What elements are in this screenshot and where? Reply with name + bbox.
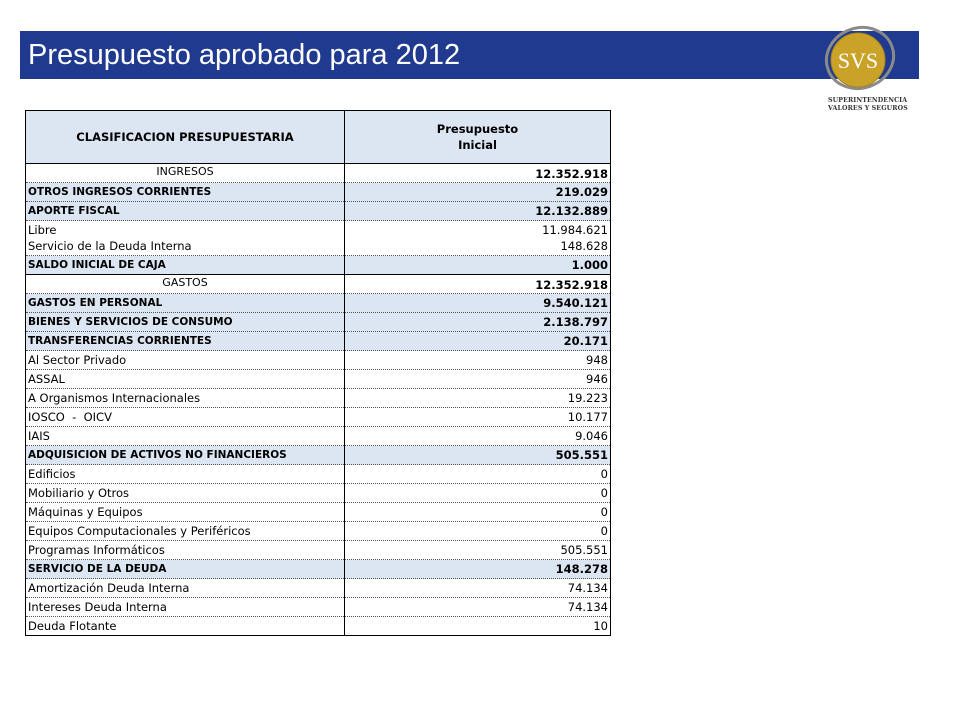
table-row-iais	[26, 427, 611, 446]
table-row-maquinas	[26, 503, 611, 522]
title-bar	[20, 31, 919, 79]
table-row-saldo-inicial	[26, 256, 611, 275]
row-label: Mobiliario y Otros	[26, 484, 345, 503]
row-label: Programas Informáticos	[26, 541, 345, 560]
row-value: 19.223	[345, 389, 611, 408]
table-row-assal	[26, 370, 611, 389]
row-label: Equipos Computacionales y Periféricos	[26, 522, 345, 541]
row-label: IOSCO - OICV	[26, 408, 345, 427]
table-header-row	[26, 111, 611, 164]
column-header-budget-line1: Presupuesto	[436, 122, 519, 136]
column-header-budget-line2: Inicial	[458, 138, 497, 152]
table-row-gastos	[26, 275, 611, 294]
table-row-deuda-flotante	[26, 617, 611, 636]
row-label: ASSAL	[26, 370, 345, 389]
row-label: Al Sector Privado	[26, 351, 345, 370]
row-value: 0	[345, 465, 611, 484]
row-value: 74.134	[345, 598, 611, 617]
row-value: 948	[345, 351, 611, 370]
row-label: A Organismos Internacionales	[26, 389, 345, 408]
logo-caption-line1: SUPERINTENDENCIA	[828, 97, 908, 104]
row-label: GASTOS	[26, 275, 345, 294]
row-value: 946	[345, 370, 611, 389]
row-label-stack	[26, 221, 345, 256]
column-header-budget	[345, 111, 611, 164]
row-label: Servicio de la Deuda Interna	[28, 239, 192, 253]
budget-table	[25, 110, 611, 636]
row-label: Amortización Deuda Interna	[26, 579, 345, 598]
table-row-mobiliario	[26, 484, 611, 503]
row-label: SERVICIO DE LA DEUDA	[26, 560, 345, 579]
row-value: 12.132.889	[345, 202, 611, 221]
row-value: 0	[345, 503, 611, 522]
table-row-equipos-comp	[26, 522, 611, 541]
row-value: 0	[345, 522, 611, 541]
table-row-iosco	[26, 408, 611, 427]
row-label: Intereses Deuda Interna	[26, 598, 345, 617]
table-row-bienes-servicios	[26, 313, 611, 332]
row-value: 1.000	[345, 256, 611, 275]
table-row-amortizacion	[26, 579, 611, 598]
table-row-intereses	[26, 598, 611, 617]
logo-text: SVS	[837, 48, 879, 73]
logo-caption-line2: VALORES Y SEGUROS	[828, 105, 908, 112]
row-value: 2.138.797	[345, 313, 611, 332]
column-header-classification: CLASIFICACION PRESUPUESTARIA	[26, 111, 345, 164]
row-value: 0	[345, 484, 611, 503]
table-row-transferencias	[26, 332, 611, 351]
row-label: INGRESOS	[26, 164, 345, 183]
row-value: 148.628	[560, 239, 608, 253]
row-label: BIENES Y SERVICIOS DE CONSUMO	[26, 313, 345, 332]
row-label: Máquinas y Equipos	[26, 503, 345, 522]
row-value: 12.352.918	[345, 164, 611, 183]
row-value: 219.029	[345, 183, 611, 202]
row-value: 11.984.621	[542, 223, 608, 237]
table-row-libre-servicio	[26, 221, 611, 256]
table-row-otros-ingresos	[26, 183, 611, 202]
row-value: 505.551	[345, 541, 611, 560]
row-label: IAIS	[26, 427, 345, 446]
row-label: OTROS INGRESOS CORRIENTES	[26, 183, 345, 202]
table-row-aporte-fiscal	[26, 202, 611, 221]
row-value: 74.134	[345, 579, 611, 598]
page-title: Presupuesto aprobado para 2012	[28, 39, 461, 71]
table-row-edificios	[26, 465, 611, 484]
table-row-sector-privado	[26, 351, 611, 370]
row-value: 9.046	[345, 427, 611, 446]
logo-caption	[828, 97, 918, 113]
row-label: Deuda Flotante	[26, 617, 345, 636]
row-label: GASTOS EN PERSONAL	[26, 294, 345, 313]
table-row-adquisicion	[26, 446, 611, 465]
row-value: 10	[345, 617, 611, 636]
row-label: ADQUISICION DE ACTIVOS NO FINANCIEROS	[26, 446, 345, 465]
row-label: TRANSFERENCIAS CORRIENTES	[26, 332, 345, 351]
row-value: 12.352.918	[345, 275, 611, 294]
row-label: APORTE FISCAL	[26, 202, 345, 221]
row-label: Edificios	[26, 465, 345, 484]
table-row-org-internacionales	[26, 389, 611, 408]
row-value: 148.278	[345, 560, 611, 579]
row-value: 10.177	[345, 408, 611, 427]
table-row-gastos-personal	[26, 294, 611, 313]
table-row-ingresos	[26, 164, 611, 183]
row-label: SALDO INICIAL DE CAJA	[26, 256, 345, 275]
row-label: Libre	[28, 223, 57, 237]
row-value: 505.551	[345, 446, 611, 465]
row-value: 20.171	[345, 332, 611, 351]
table-row-servicio-deuda	[26, 560, 611, 579]
row-value: 9.540.121	[345, 294, 611, 313]
row-value-stack	[345, 221, 611, 256]
table-row-programas	[26, 541, 611, 560]
